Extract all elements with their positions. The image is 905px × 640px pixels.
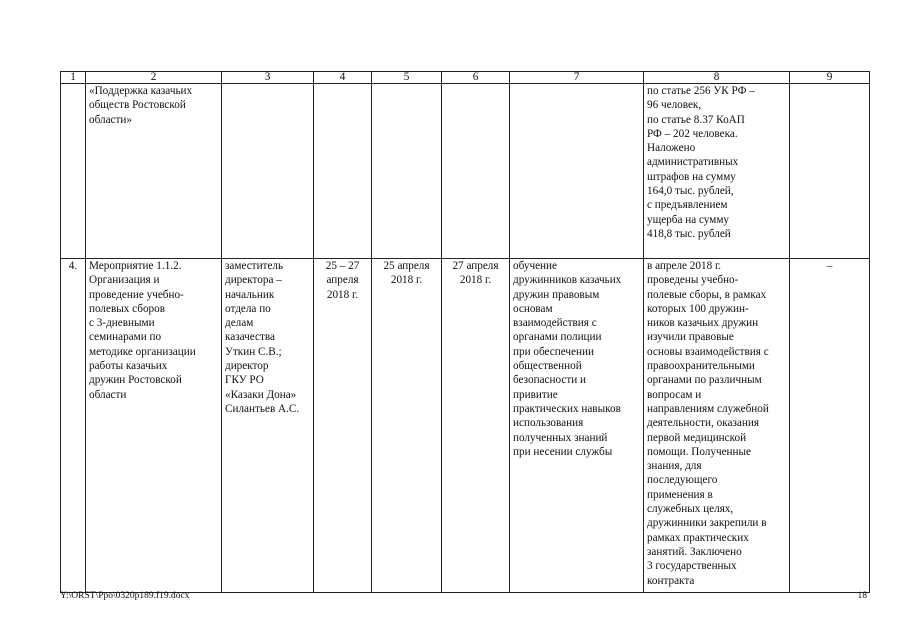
planned-dates-cell: 25 – 27 апреля 2018 г.: [314, 259, 372, 593]
row-number-cell: [61, 84, 86, 259]
actual-result-cell: по статье 256 УК РФ – 96 человек, по статье 8.37 КоАП РФ – 202 человека. Наложено административных штрафов на сумму 164,0 тыс. рублей, с предъявлением ущерба на сумму 418,8 тыс. рублей: [644, 84, 790, 259]
column-number: 5: [372, 72, 442, 84]
actual-result-cell: в апреле 2018 г. проведены учебно- полевые сборы, в рамках которых 100 дружин- ников казачьих дружин изучили правовые основы взаимодействия с правоохранительными органами по различным вопросам и направлениям служебной деятельности, оказания первой медицинской помощи. Полученные знания, для последующего применения в служебных целях, дружинники закрепили в рамках практических занятий. Заключено 3 государственных контракта: [644, 259, 790, 593]
column-number: 6: [442, 72, 510, 84]
row-number-cell: 4.: [61, 259, 86, 593]
page-number: 18: [857, 591, 867, 601]
column-number: 1: [61, 72, 86, 84]
file-path: Y:\ORST\Ppo\0320p189.f19.docx: [60, 591, 190, 601]
notes-cell: –: [790, 259, 870, 593]
document-table: [60, 71, 870, 593]
column-number: 7: [510, 72, 644, 84]
start-date-cell: 25 апреля 2018 г.: [372, 259, 442, 593]
table-row: [61, 259, 870, 593]
expected-result-cell: [510, 84, 644, 259]
expected-result-cell: обучение дружинников казачьих дружин правовым основам взаимодействия с органами полиции при обеспечении общественной безопасности и привитие практических навыков использования полученных знаний при несении службы: [510, 259, 644, 593]
planned-dates-cell: [314, 84, 372, 259]
column-number: 9: [790, 72, 870, 84]
column-number-row: [61, 72, 870, 84]
responsible-cell: [222, 84, 314, 259]
column-number: 4: [314, 72, 372, 84]
end-date-cell: [442, 84, 510, 259]
event-name-cell: Мероприятие 1.1.2. Организация и проведение учебно- полевых сборов с 3-дневными семинарами по методике организации работы казачьих дружин Ростовской области: [86, 259, 222, 593]
table-row: [61, 84, 870, 259]
column-number: 3: [222, 72, 314, 84]
responsible-cell: заместитель директора – начальник отдела по делам казачества Уткин С.В.; директор ГКУ РО «Казаки Дона» Силантьев А.С.: [222, 259, 314, 593]
start-date-cell: [372, 84, 442, 259]
notes-cell: [790, 84, 870, 259]
column-number: 2: [86, 72, 222, 84]
end-date-cell: 27 апреля 2018 г.: [442, 259, 510, 593]
event-name-cell: «Поддержка казачьих обществ Ростовской области»: [86, 84, 222, 259]
column-number: 8: [644, 72, 790, 84]
